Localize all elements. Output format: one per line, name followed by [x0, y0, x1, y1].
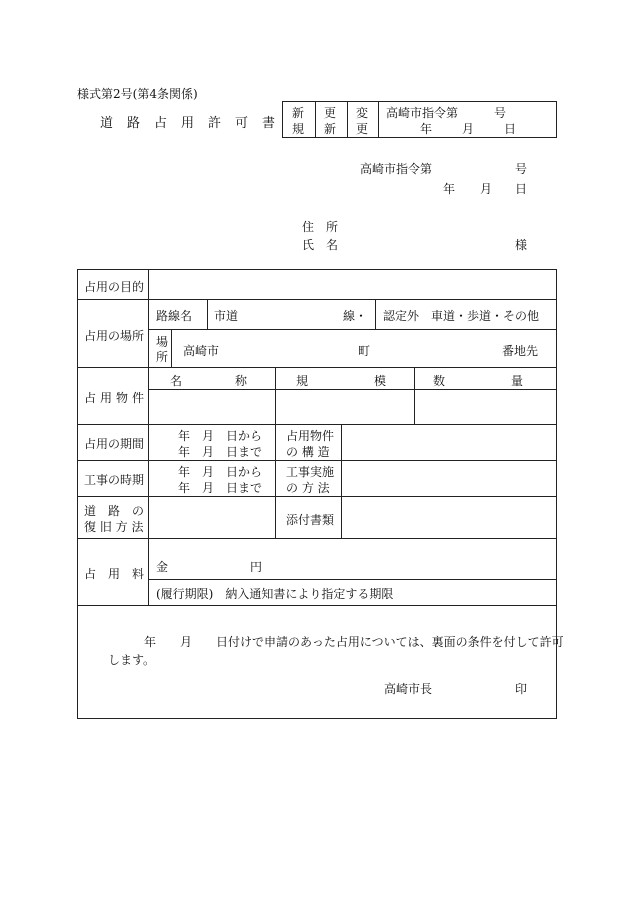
method-label-1: 工事実施 — [286, 465, 335, 479]
form-number: 様式第2号(第4条関係) — [77, 87, 198, 101]
object-label: 占用物件 — [84, 391, 149, 405]
col-spec-header: 規 模 — [296, 374, 388, 388]
type-change-1: 変 — [356, 106, 369, 120]
structure-label-1: 占用物件 — [286, 429, 335, 443]
col-name-header: 名 称 — [170, 374, 249, 388]
restore-label-2: 復 旧 方 法 — [84, 520, 144, 534]
type-renew-1: 更 — [324, 106, 337, 120]
col-qty-header: 数 量 — [433, 374, 525, 388]
line-suffix: 線・ — [343, 309, 368, 323]
route-name-label: 路線名 — [156, 309, 193, 323]
payment-deadline: (履行期限) 納入通知書により指定する期限 — [156, 587, 394, 601]
address-suffix: 番地先 — [502, 344, 539, 358]
fee-unit: 円 — [250, 560, 263, 574]
type-number-line: 高崎市指令第 号 — [386, 106, 507, 120]
issue-month: 月 — [480, 182, 493, 196]
type-new-1: 新 — [292, 106, 305, 120]
issue-number-prefix: 高崎市指令第 — [360, 162, 433, 176]
location-label: 占用の場所 — [84, 329, 145, 343]
mayor-title: 高崎市長 — [384, 682, 433, 696]
place-label-2: 所 — [156, 350, 169, 364]
work-period-label: 工事の時期 — [84, 473, 145, 487]
work-until: 年 月 日まで — [178, 481, 263, 495]
purpose-value[interactable] — [150, 271, 554, 298]
city-road-label: 市道 — [214, 309, 239, 323]
structure-label-2: の 構 造 — [286, 445, 330, 459]
type-date-line: 年 月 日 — [420, 122, 519, 136]
issue-day: 日 — [515, 182, 528, 196]
town-suffix: 町 — [358, 344, 371, 358]
restore-label-1: 道 路 の — [84, 504, 145, 518]
fee-label: 占 用 料 — [84, 567, 145, 581]
period-until: 年 月 日まで — [178, 445, 263, 459]
type-new-2: 規 — [292, 122, 305, 136]
seal-mark: 印 — [515, 682, 528, 696]
document-title: 道路占用許可書 — [100, 116, 290, 131]
attachments-label: 添付書類 — [286, 513, 335, 527]
name-label: 氏 名 — [302, 238, 339, 252]
type-change-2: 更 — [356, 122, 369, 136]
honorific: 様 — [515, 238, 528, 252]
purpose-label: 占用の目的 — [84, 280, 145, 294]
outside-certified-road: 認定外 車道・歩道・その他 — [383, 309, 540, 323]
fee-currency: 金 — [156, 560, 169, 574]
work-from: 年 月 日から — [178, 465, 263, 479]
address-label: 住 所 — [302, 220, 339, 234]
permission-line-2: します。 — [108, 653, 156, 667]
place-label-1: 場 — [156, 335, 169, 349]
city-name: 高崎市 — [183, 344, 220, 358]
method-label-2: の 方 法 — [286, 481, 330, 495]
permission-line-1: 年 月 日付けで申請のあった占用については、裏面の条件を付して許可 — [144, 635, 564, 649]
period-label: 占用の期間 — [84, 437, 145, 451]
type-renew-2: 新 — [324, 122, 337, 136]
issue-number-suffix: 号 — [515, 162, 528, 176]
period-from: 年 月 日から — [178, 429, 263, 443]
issue-year: 年 — [443, 182, 456, 196]
